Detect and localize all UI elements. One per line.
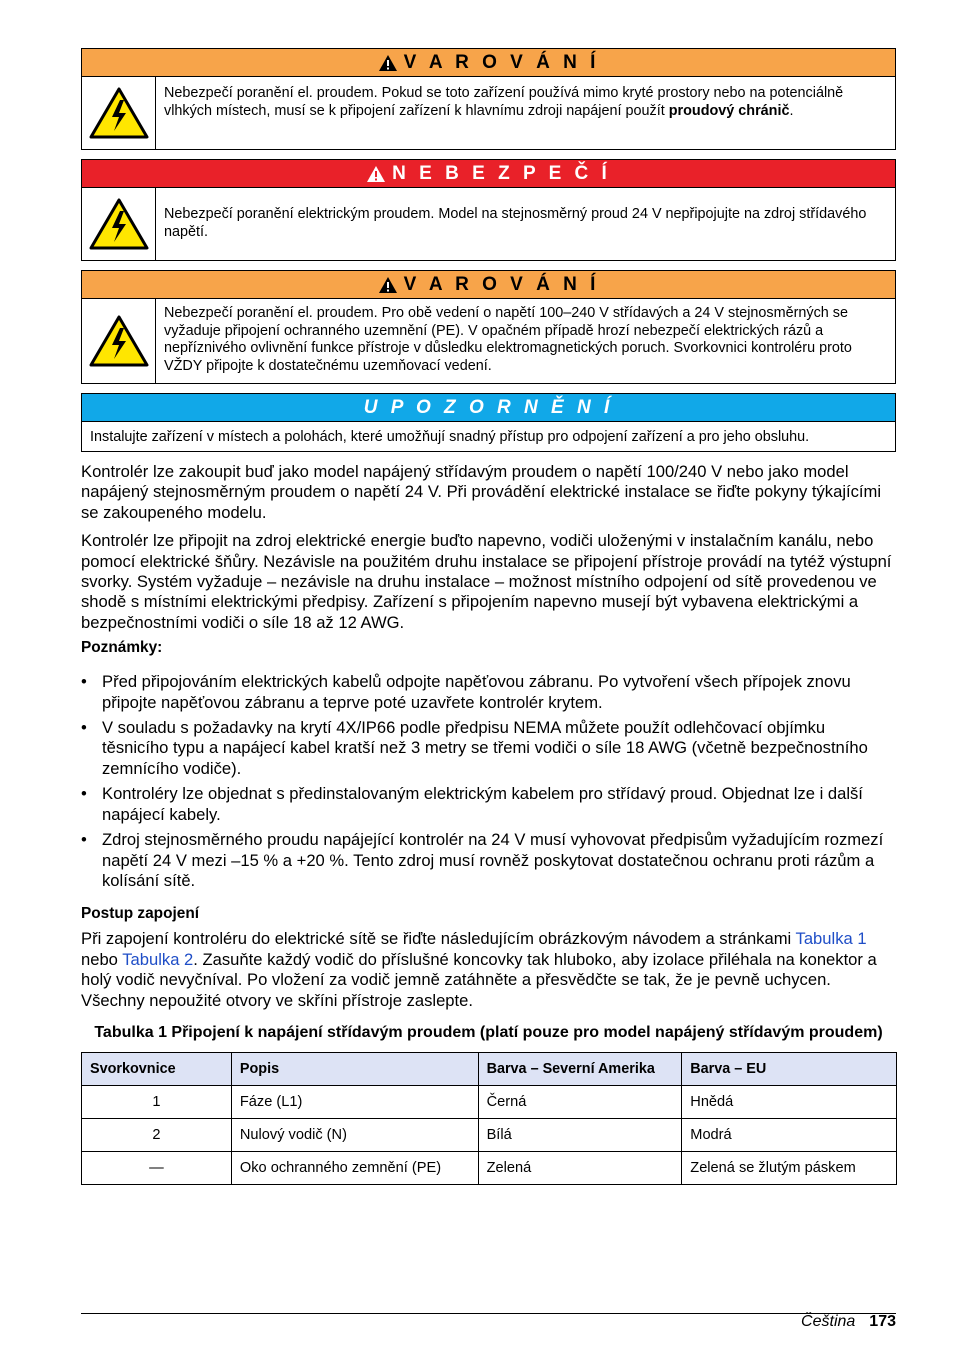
notes-list bbox=[81, 672, 896, 891]
warning-triangle-icon bbox=[366, 165, 386, 183]
electrical-hazard-icon bbox=[82, 188, 156, 260]
caution-box bbox=[81, 393, 896, 452]
table-2-link[interactable]: Tabulka 2 bbox=[122, 949, 194, 969]
electrical-hazard-icon bbox=[82, 77, 156, 149]
warning-box-2 bbox=[81, 270, 896, 384]
table-row: 2 Nulový vodič (N) Bílá Modrá bbox=[82, 1118, 897, 1151]
list-item: • Před připojováním elektrických kabelů odpojte napěťovou zábranu. Po vytvoření všech přípojek znovu připojte napěťovou zábranu a teprve poté uzavřete kontrolér krytem. bbox=[81, 672, 851, 712]
footer-divider bbox=[81, 1313, 896, 1314]
table-row: — Oko ochranného zemnění (PE) Zelená Zelená se žlutým páskem bbox=[82, 1151, 897, 1184]
paragraph-1: Kontrolér lze zakoupit buď jako model napájený střídavým proudem o napětí 100/240 V nebo jako model napájený stejnosměrným proudem o napětí 24 V. Při provádění elektrické instalace se řiďte pokyny týkajícími se zakoupeného modelu. bbox=[81, 462, 882, 522]
warning-text: Nebezpečí poranění el. proudem. Pokud se toto zařízení používá mimo kryté prostory nebo na potenciálně vlhkých místech, musí se k připojení zařízení k hlavnímu zdroji napájení použít proudový chránič. bbox=[164, 85, 844, 119]
warning-triangle-icon bbox=[378, 276, 398, 294]
column-header: Barva – Severní Amerika bbox=[478, 1052, 682, 1085]
notes-heading: Poznámky: bbox=[81, 639, 163, 657]
footer-language: Čeština bbox=[801, 1313, 856, 1330]
paragraph-2: Kontrolér lze připojit na zdroj elektrické energie buďto napevno, vodiči uloženými v instalačním kanálu, nebo pomocí elektrické šňůry. Nezávisle na použitém druhu instalace se připojení přístroje provádí na tytéž výstupní svorky. Systém vyžaduje – nezávisle na druhu instalace – možnost místního odpojení od sítě provedenou ve shodě s místními elektrickými předpisy. Zařízení s připojením napevno musejí být vybavena elektrickými a bezpečnostními vodiči o síle 18 až 12 AWG. bbox=[81, 531, 892, 632]
danger-text: Nebezpečí poranění elektrickým proudem. Model na stejnosměrný proud 24 V nepřipojujte na zdroj střídavého napětí. bbox=[164, 206, 867, 240]
column-header: Barva – EU bbox=[682, 1052, 897, 1085]
connection-table bbox=[81, 1052, 897, 1185]
electrical-hazard-icon bbox=[82, 299, 156, 383]
caution-text: Instalujte zařízení v místech a polohách, které umožňují snadný přístup pro odpojení zařízení a pro jeho obsluhu. bbox=[90, 429, 810, 445]
column-header: Svorkovnice bbox=[82, 1052, 232, 1085]
warning-box-1 bbox=[81, 48, 896, 150]
table-row: 1 Fáze (L1) Černá Hnědá bbox=[82, 1085, 897, 1118]
table-caption: Tabulka 1 Připojení k napájení střídavým proudem (platí pouze pro model napájený střídavým proudem) bbox=[94, 1023, 883, 1041]
paragraph-3: Při zapojení kontroléru do elektrické sítě se řiďte následujícím obrázkovým návodem a stránkami Tabulka 1 nebo Tabulka 2. Zasuňte každý vodič do příslušné koncovky tak hluboko, aby izolace přiléhala na konektor a holý vodič nevyčníval. Po vložení za vodič jemně zatáhněte a přesvědčte se tak, že je pevně uchycen. Všechny nepoužité otvory ve skříni přístroje zaslepte. bbox=[81, 929, 877, 1010]
caution-heading: U P O Z O R N Ě N Í bbox=[82, 394, 895, 422]
list-item: • V souladu s požadavky na krytí 4X/IP66 podle předpisu NEMA můžete použít odlehčovací objímku těsnicího typu a napájecí kabel kratší než 3 metry se třemi vodiči o síle 18 AWG (včetně bezpečnostního zemnícího vodiče). bbox=[81, 718, 868, 778]
list-item: • Zdroj stejnosměrného proudu napájející kontrolér na 24 V musí vyhovovat předpisům vyžadujícím rozmezí napětí 24 V mezi –15 % a +20 %. Tento zdroj musí rovněž poskytovat dostatečnou ochranu proti rázům a kolísání sítě. bbox=[81, 830, 884, 890]
danger-box bbox=[81, 159, 896, 261]
page-footer bbox=[801, 1313, 896, 1331]
warning-text: Nebezpečí poranění el. proudem. Pro obě vedení o napětí 100–240 V střídavých a 24 V stejnosměrných se vyžaduje připojení ochranného uzemnění (PE). V opačném případě hrozí nebezpečí elektrických rázů a nepříznivého ovlivnění funkce přístroje v důsledku elektromagnetických poruch. Svorkovnici kontroléru proto VŽDY připojte k dostatečnému uzemňovací vedení. bbox=[164, 305, 852, 374]
table-1-link[interactable]: Tabulka 1 bbox=[795, 929, 867, 949]
list-item: • Kontroléry lze objednat s předinstalovaným elektrickým kabelem pro střídavý proud. Objednat lze i další napájecí kabely. bbox=[81, 784, 863, 824]
column-header: Popis bbox=[231, 1052, 478, 1085]
warning-heading: V A R O V Á N Í bbox=[82, 49, 895, 77]
warning-triangle-icon bbox=[378, 54, 398, 72]
page-content bbox=[81, 48, 896, 1185]
procedure-heading: Postup zapojení bbox=[81, 905, 199, 923]
table-header-row bbox=[82, 1052, 897, 1085]
page-number: 173 bbox=[869, 1313, 896, 1330]
danger-heading: N E B E Z P E Č Í bbox=[82, 160, 895, 188]
warning-heading: V A R O V Á N Í bbox=[82, 271, 895, 299]
